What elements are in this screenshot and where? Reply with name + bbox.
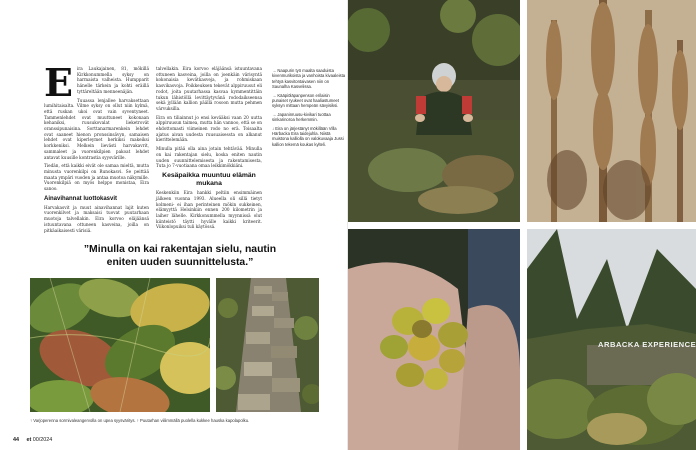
garden-sign: ARBACKA EXPERIENCE: [598, 340, 696, 349]
stone-path-photo: [216, 278, 319, 412]
page-number: 44: [13, 437, 19, 443]
subheading: Kesäpaikka muuntuu elämän mukana: [162, 171, 256, 187]
arrow-right-icon: →: [272, 92, 278, 98]
paragraph: ira Laukajainen, 81, mökillä Kirkkonummella syksy on harmaista valheista. Humpparit hänelle tärkein ja kohti eräillä tyttäreltään menneenäjän.: [76, 66, 149, 94]
bottom-caption: ↑ Varjoperenna sormivaleangervolla on upea syysväritys. ↑ Puutarhan viilimmällä puolella kukkee hauska kapolapolku.: [30, 418, 250, 423]
paragraph: Keskenkiin Eira hankki peltiin ensimmäinen jälkeen vuonna 1993. Alueella oli sillä tietyt kolmeni- ei ihan perinteinen mökin sukkeinen, elämyyttä Helsinkiin ennen 200 kilometrin ja laiher lähelle. Kirkkonummella myynnissä olut kiinteistö täytti hyvälle kaikki kriteerit. Viikonlopuiksi tuli käytössä.: [156, 190, 262, 230]
paragraph: talvellakin. Eira korvoo eläjäänsä istuuntavana ottuneen kasveina, joilla on joenkäin värisyntä kokonaisia kevätkasveja, ja rohmiskaan kasvikasvoja. Poikkeuksen tekevät alppiruusut eli rodot, joita puutarhassa kasvaa kymmentittäin tukun lähistöllä levittäytyvänä rododaikseensa sekä jyllään kallion päällä rosoon mutta pehmen värvuksilla.: [156, 66, 262, 111]
arrow-right-icon: →: [272, 111, 278, 117]
paragraph: Eira on tiliainnut jo ensi kevääksi vaan 20 uutta alppiruusun taimea, mutta hän vannoo, että se on ehdottomasti viimeinen rodo no erä. Toisaalta ajatus aivan uudesta ruusuaisessta on alkanut kierittelemään.: [156, 114, 262, 143]
folio: [13, 437, 52, 443]
caption-note: → Kääpiöläpanpenson erilaisin punaiset ryukeet ovat haaliastumeet syksyn mittaan hempeän sävyisiksi.: [272, 92, 340, 109]
article-column-2: [156, 66, 262, 233]
arrow-right-icon: →: [272, 68, 278, 73]
magazine-logo: et: [26, 437, 32, 443]
quinces-in-hands-photo: [348, 229, 520, 450]
pull-quote: ”Minulla on kai rakentajan sielu, nautin eniten uuden suunnittelusta.”: [83, 244, 277, 268]
issue-number: 00/2024: [32, 437, 53, 443]
paragraph: Minulla pitää olla aina jotain tehtävää. Minulla on kai rakentajan sielu, koska eniten nautin uuden suunnittelemisesta ja rakentamisesta, Tuta jo 7-vuotiaana omaa leikkimökkiäni.: [156, 146, 262, 169]
paragraph: Tiedän, että kaikki eivät ole samaa mieltä, mutta minusta vuorenkilpi on Runokasvi. Se peittää maata ympäri vuoden ja antaa muotoa näkymille. Vuorenkilpiä on myös helppo monistaa, Eira sanoo.: [44, 163, 149, 192]
caption-note: ↓ Eira on järjestänyt mökillään Villa Härbacka Eira taidejuhla. Niistä muistona kalliolla on valokuvaaja Jussi kallion tekemä koukas kylteli.: [272, 125, 344, 147]
photo-captions-column: [272, 68, 346, 150]
paragraph: Tuuassa lenjallee harvaksettaan lumihitaisalta. Vilme syksy on ollut niin kylmä, että ruskan ukoi ovat vain syventyneet. Tammenlehdet ovat muuttuneet kokonaan kehaniksi, ruusukovalat lieketrovät oranssipunaisina. Sorttanarmarenkein lehdet ovat saaneet hienon pronssinsävyn, samaisen lehdet ovat kiperleymet herkiksi makeiksi korkkeniksi. Melkein lievästi harvakavrit, sammaleet ja vuorenkilpien pakoat lehdet antavat kuusille kontrastia syysvärille.: [44, 97, 149, 160]
woman-in-garden-photo: [348, 0, 520, 222]
hydrangea-leaves-photo: [30, 278, 210, 412]
arrow-down-icon: ↓: [272, 125, 276, 131]
astilbe-seedheads-photo: [527, 0, 696, 222]
caption-note: → Naapurin työ maalta saaduista kivenmurikoista ja vanhoista kivaaleista tehtyä kasvitontaivasen niin on Saunalha Kasvelissa.: [272, 68, 346, 90]
caption-note: → Japaninruusu-kivikari tuottaa sinkarinoroa herkemmin.: [272, 111, 331, 123]
subheading: Ainavihannat luottokasvit: [44, 195, 118, 202]
drop-cap: E: [44, 60, 73, 105]
article-column-1: [44, 60, 149, 236]
paragraph: Harvakasvit ja muut ainavihannat lajit kuten vuorenkilvet ja maksaisi tuovat puutarhaan muotoja talvellakin. Eira korvoo eläjäänsä istuuntavana ottuneen kasveina, joilla on pitkäaikaisesti värisiä.: [44, 204, 149, 233]
